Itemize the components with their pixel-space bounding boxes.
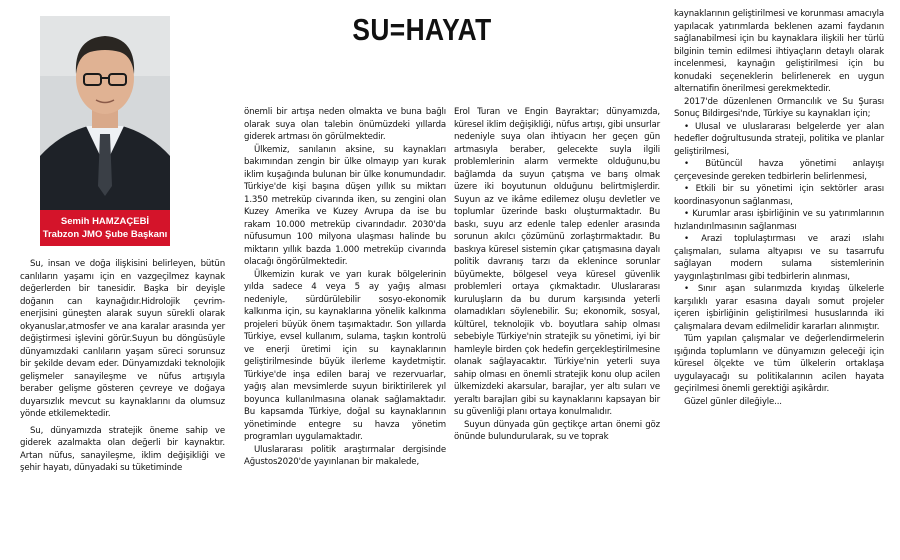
paragraph: Ülkemizin kurak ve yarı kurak bölgelerinin yılda sadece 4 veya 5 ay yağış alması nedeniyle, sürdürülebilir sosyo-ekonomik kalkınma için, su kaynaklarına yönelik kalkınma projeleri büyük önem taşımaktadır. Son yıllarda Türkiye, evsel kullanım, sulama, taşkın kontrolü ve enerji üretimi için su kaynaklarının geliştirilmesinde büyük ilerleme kaydetmiştir. Türkiye'de inşa edilen baraj ve rezervuarlar, yağış alan mevsimlerde suyun biriktirilerek yıl boyunca kullanılmasına olanak sağlamaktadır. Bu kapsamda Türkiye, doğal su kaynaklarının yönetiminde entegre su havza yönetim programları uygulamaktadır.	[244, 269, 446, 442]
author-name: Semih HAMZAÇEBİ	[60, 216, 150, 227]
paragraph: Suyun dünyada gün geçtikçe artan önemi göz önünde bulundurularak, su ve toprak	[454, 419, 660, 442]
text-column-1	[20, 258, 225, 475]
author-portrait-illustration	[40, 16, 170, 210]
bullet-item: • Ulusal ve uluslararası belgelerde yer alan hedefler doğrultusunda strateji, politika ve planlar geliştirilmesi,	[674, 121, 884, 157]
paragraph: Erol Turan ve Engin Bayraktar; dünyamızda, küresel iklim değişikliği, nüfus artışı, gibi unsurlar nedeniyle suya olan ihtiyacın her geçen gün artmasıyla beraber, gelecekte suyla ilgili problemlerinin alarm vermekte olduğunu,bu bağlamda da suyun çatışma ve barış olmak üzere iki boyutunun olduğunu belirtmişlerdir. Suyun az ve ikâme edilemez oluşu devletler ve toplumlar üzerinde baskı oluşturmaktadır. Bu baskı, suyu arz edenle talep edenler arasında sorunun akılcı çözümünü zorlaştırmaktadır. Bu baskıya küresel sistemin çıkar çatışmasına dayalı politik davranış tarzı da eklenince sorunlar büyümekte, bölgesel veya küresel güvenlik problemleri ortaya çıkmaktadır. Uluslararası kuruluşların da bu durum karşısında yeterli olamadıkları söylenebilir. Su; ekonomik, sosyal, kültürel, teknolojik vb. boyutlara sahip olması sebebiyle Türkiye'nin stratejik su yönetimi, iyi bir hamleyle birden çok hedefin gerçekleştirilmesine olanak sağlayacaktır. Türkiye'nin yeterli suya sahip olması en önemli stratejik konu olup acilen ülkemizdeki akarsular, barajlar, yer altı suları ve yeraltı barajları gibi su kaynaklarını kapsayan bir su güvenliği planı ortaya konulmalıdır.	[454, 107, 660, 417]
paragraph: 2017'de düzenlenen Ormancılık ve Su Şurası Sonuç Bildirgesi'nde, Türkiye su kaynakları için;	[674, 96, 884, 119]
text-column-2	[244, 106, 446, 469]
bullet-item: • Kurumlar arası işbirliğinin ve su yatırımlarının hızlandırılmasının sağlanması	[674, 209, 884, 232]
text-column-4	[672, 8, 884, 408]
paragraph: önemli bir artışa neden olmakta ve buna bağlı olarak suya olan talebin önümüzdeki yıllarda giderek artması ön görülmektedir.	[244, 107, 446, 142]
paragraph: kaynaklarının geliştirilmesi ve korunması amacıyla yapılacak yatırımlarda beklenen azami faydanın sağlanabilmesi için bu kaynaklara ilişkili her türlü bilginin temin edilmesi ihtiyaçların detaylı olarak incelenmesi, kaynağın geliştirilmesi için bu konudaki seçeneklerin belirlenerek en uygun alternatifin önerilmesi gerekmektedir.	[674, 9, 884, 94]
text-column-3	[454, 106, 660, 444]
bullet-item: • Arazi toplulaştırması ve arazi ıslahı çalışmaları, sulama altyapısı ve su tasarrufu sağlayan modern sulama sistemlerinin yaygınlaştırılması gibi tedbirlerin alınması,	[674, 234, 884, 282]
author-title: Trabzon JMO Şube Başkanı	[42, 229, 168, 240]
paragraph: Su, dünyamızda stratejik öneme sahip ve giderek azalmakta olan değerli bir kaynaktır. Artan nüfus, sanayileşme, iklim değişikliği ve şehir hayatı, dünyadaki su tüketiminde	[20, 425, 225, 473]
paragraph: Tüm yapılan çalışmalar ve değerlendirmelerin ışığında toplumların ve dünyamızın geleceği için küresel ölçekte ve tüm ülkelerin ortaklaşa uygulayacağı su politikalarının acilen hayata geçirilmesi önemli gerektiği aşikârdır.	[674, 334, 884, 394]
closing-line: Güzel günler dileğiyle...	[684, 396, 782, 407]
paragraph: Uluslararası politik araştırmalar dergisinde Ağustos2020'de yayınlanan bir makalede,	[244, 444, 446, 467]
bullet-item: • Etkili bir su yönetimi için sektörler arası koordinasyonun sağlanması,	[674, 184, 884, 207]
bullet-item: • Sınır aşan sularımızda kıyıdaş ülkelerle karşılıklı yarar esasına dayalı somut projeler içeren işbirliğinin geliştirilmesi hususlarında iki çalışmalara devam edilmelidir kararları alınmıştır.	[674, 284, 884, 332]
author-photo	[40, 16, 170, 210]
author-caption	[40, 210, 170, 246]
paragraph: Su, insan ve doğa ilişkisini belirleyen, bütün canlıların yaşamı için en vazgeçilmez kaynak değerlerden bir tanesidir. Başka bir deyişle doğanın can kaynağıdır.Hidrolojik çevrim-enerjisini güneşten alarak suyun sürekli olarak okyanuslar,atmosfer ve ana karalar arasında yer değiştirmesi işlevini görür.Suyun bu döngüsüyle dünyamızdaki canlıların yaşam süreci sorunsuz bir şekilde devam eder. Dünyamızdaki teknolojik gelişmeler sanayileşme ve nüfus artışıyla beraber gelişme gösteren çevreye ve doğaya duyarsızlık mevcut su kaynaklarını da olumsuz yönde etkilemektedir.	[20, 259, 225, 419]
bullet-item: • Bütüncül havza yönetimi anlayışı çerçevesinde gereken tedbirlerin belirlenmesi,	[674, 159, 884, 182]
article-headline: SU=HAYAT	[352, 12, 492, 47]
paragraph: Ülkemiz, sanılanın aksine, su kaynakları bakımından zengin bir ülke olmayıp yarı kurak iklim kuşağında bulunan bir ülke konumundadır. Türkiye'de kişi başına düşen yıllık su miktarı 1.350 metreküp civarında iken, su zengini olan Kuzey Amerika ve Kuzey Avrupa da ise bu rakam 10.000 metreküp civarındadır. 2030'da nüfusumun 100 milyona ulaşması halinde bu miktarın yıllık bazda 1.000 metreküp civarında olacağı öngörülmektedir.	[244, 144, 446, 267]
